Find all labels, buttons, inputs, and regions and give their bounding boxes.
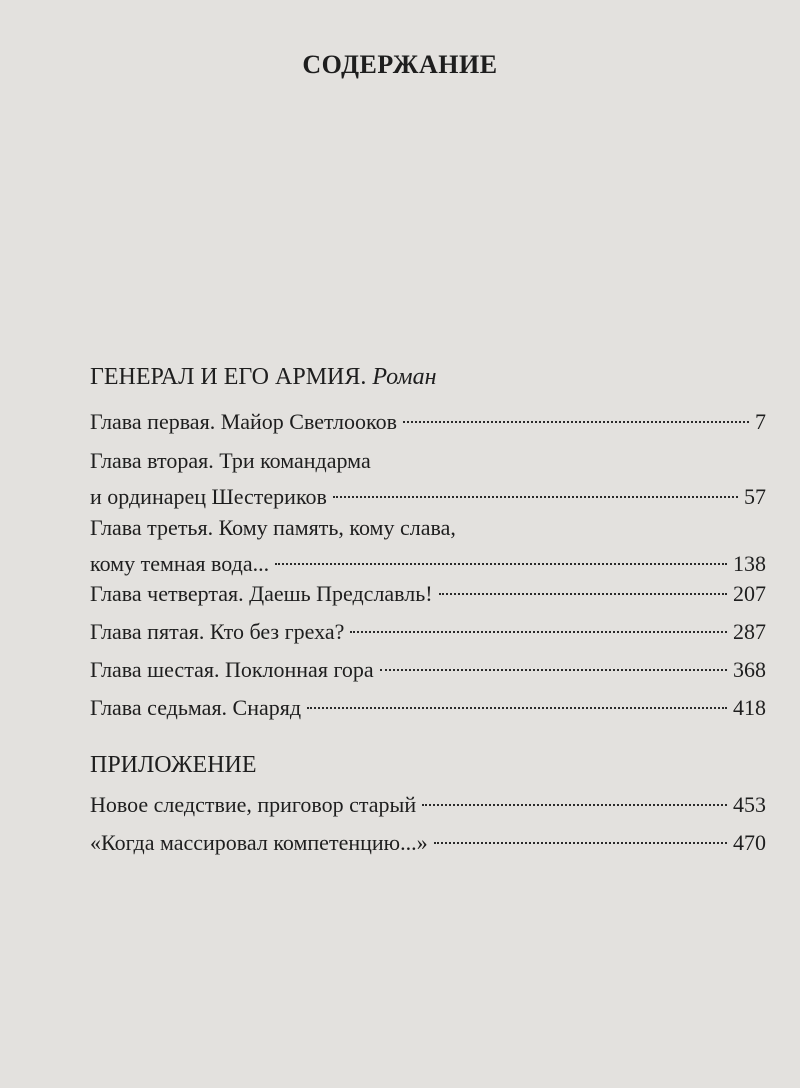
- toc-entry-label: Глава четвертая. Даешь Предславль!: [90, 581, 433, 606]
- section-heading-text: ГЕНЕРАЛ И ЕГО АРМИЯ.: [90, 364, 367, 390]
- toc-entry-label: кому темная вода...: [90, 551, 270, 576]
- toc-row: [90, 404, 766, 440]
- section-heading-text: ПРИЛОЖЕНИЕ: [90, 752, 257, 778]
- section-heading-appendix: [90, 752, 257, 779]
- dot-leader: [275, 563, 727, 565]
- toc-row: [90, 652, 766, 688]
- toc-page-number: 453: [733, 792, 766, 817]
- toc-row: [90, 825, 766, 861]
- toc-entry-first-line: Глава третья. Кому память, кому слава,: [90, 515, 456, 540]
- toc-entry-label: Глава первая. Майор Светлооков: [90, 409, 397, 434]
- dot-leader: [434, 842, 727, 844]
- dot-leader: [403, 421, 749, 423]
- toc-entry-first-line: Глава вторая. Три командарма: [90, 448, 371, 473]
- toc-entry-appendix-2[interactable]: [90, 825, 766, 861]
- toc-page-number: 57: [744, 484, 766, 509]
- toc-entry-chapter-5[interactable]: [90, 614, 766, 650]
- toc-row: [90, 690, 766, 726]
- dot-leader: [439, 593, 727, 595]
- toc-page-number: 287: [733, 619, 766, 644]
- toc-page-number: 418: [733, 695, 766, 720]
- toc-entry-chapter-3[interactable]: [90, 510, 766, 582]
- toc-page-number: 470: [733, 830, 766, 855]
- toc-row: [90, 787, 766, 823]
- dot-leader: [380, 669, 727, 671]
- dot-leader: [333, 496, 738, 498]
- toc-row: [90, 614, 766, 650]
- toc-entry-label: Новое следствие, приговор старый: [90, 792, 417, 817]
- toc-page-number: 207: [733, 581, 766, 606]
- genre-label: Роман: [372, 364, 437, 390]
- toc-entry-label: и ординарец Шестериков: [90, 484, 327, 509]
- section-heading-novel: [90, 364, 436, 391]
- toc-page-number: 368: [733, 657, 766, 682]
- toc-entry-label: Глава шестая. Поклонная гора: [90, 657, 374, 682]
- toc-entry-label: Глава седьмая. Снаряд: [90, 695, 302, 720]
- toc-page-number: 138: [733, 551, 766, 576]
- toc-entry-appendix-1[interactable]: [90, 787, 766, 823]
- toc-entry-chapter-2[interactable]: [90, 443, 766, 515]
- dot-leader: [307, 707, 727, 709]
- toc-row: [90, 576, 766, 612]
- dot-leader: [350, 631, 727, 633]
- toc-entry-chapter-4[interactable]: [90, 576, 766, 612]
- toc-entry-chapter-1[interactable]: [90, 404, 766, 440]
- dot-leader: [422, 804, 727, 806]
- toc-entry-label: Глава пятая. Кто без греха?: [90, 619, 345, 644]
- toc-entry-label: «Когда массировал компетенцию...»: [90, 830, 428, 855]
- toc-page-number: 7: [755, 409, 766, 434]
- page-title: СОДЕРЖАНИЕ: [302, 50, 498, 79]
- toc-entry-chapter-6[interactable]: [90, 652, 766, 688]
- toc-entry-chapter-7[interactable]: [90, 690, 766, 726]
